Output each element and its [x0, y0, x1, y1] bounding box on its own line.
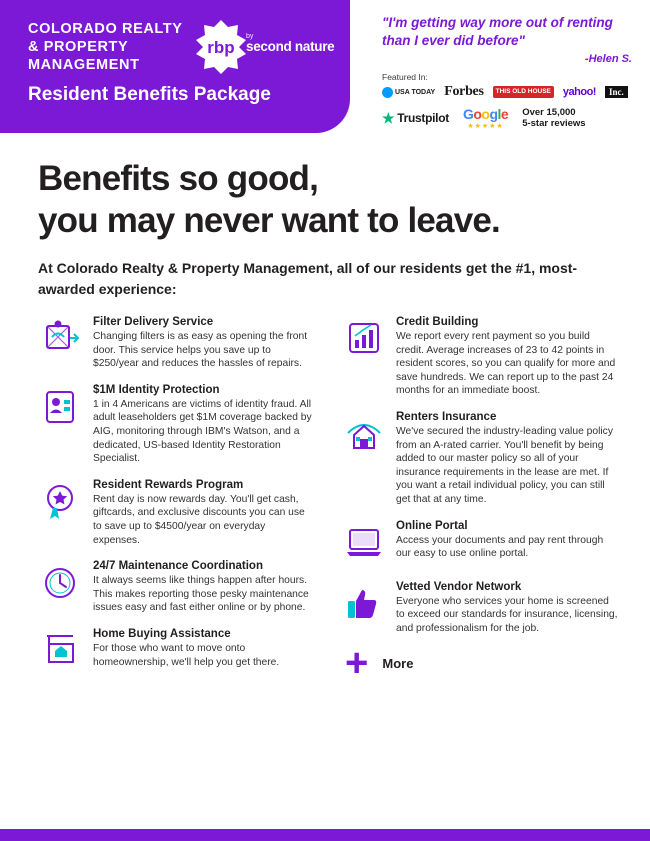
rewards-badge-icon	[38, 479, 84, 527]
benefit-text: 1 in 4 Americans are victims of identity fraud. All adult leaseholders get $1M coverage backed by AIG, monitoring through IBM's Watson, and a dedicated, US-based Identity Restoration Specialist.	[93, 398, 312, 465]
second-nature-name: second nature	[246, 39, 335, 54]
benefit-item	[341, 520, 618, 568]
benefit-text: Everyone who services your home is screened to exceed our standards for insurance, licensing, and professionalism for the job.	[396, 595, 618, 634]
reviews-line-1: Over 15,000	[522, 107, 576, 118]
clock-icon	[38, 560, 84, 608]
trustpilot-star-icon: ★	[382, 109, 395, 126]
company-name-line-3: MANAGEMENT	[28, 57, 140, 73]
benefit-title: 24/7 Maintenance Coordination	[93, 560, 263, 573]
benefit-item	[38, 628, 315, 676]
usa-today-dot-icon	[382, 87, 393, 98]
page-subheadline: At Colorado Realty & Property Management, all of our residents get the #1, most-awarded experience:	[38, 260, 578, 297]
google-logo	[463, 106, 508, 130]
reviews-line-2: 5-star reviews	[522, 118, 586, 129]
home-buying-icon	[38, 628, 84, 676]
benefit-item	[341, 411, 618, 507]
benefit-item	[341, 316, 618, 398]
online-portal-icon	[341, 520, 387, 568]
benefit-title: Filter Delivery Service	[93, 316, 214, 328]
second-nature-by-label: by	[246, 33, 254, 40]
trustpilot-label: Trustpilot	[397, 111, 449, 125]
benefit-title: Renters Insurance	[396, 410, 497, 423]
more-label: More	[382, 655, 414, 671]
package-title: Resident Benefits Package	[28, 84, 271, 105]
headline-line-1: Benefits so good,	[38, 159, 319, 198]
this-old-house-logo: THIS OLD HOUSE	[493, 86, 554, 98]
vetted-vendor-icon	[341, 581, 387, 629]
plus-icon: +	[345, 641, 369, 686]
google-stars-icon: ★★★★★	[467, 123, 504, 130]
more-benefits-row	[345, 641, 618, 686]
headline-line-2: you may never want to leave.	[38, 201, 500, 240]
benefit-item	[38, 384, 315, 466]
filter-delivery-icon	[38, 316, 84, 364]
benefit-body	[93, 628, 315, 676]
benefit-title: Credit Building	[396, 316, 479, 328]
benefit-body	[93, 316, 315, 371]
benefit-title: Online Portal	[396, 519, 468, 532]
renters-insurance-icon	[341, 411, 387, 459]
benefit-body	[396, 581, 618, 636]
benefit-text: It always seems like things happen after hours. This makes reporting those pesky maintenance issues easy and fast either online or by phone.	[93, 575, 309, 614]
usa-today-label: USA TODAY	[395, 88, 436, 96]
google-wordmark: Google	[462, 106, 509, 122]
credit-building-icon	[341, 316, 387, 364]
benefit-body	[396, 520, 618, 568]
trustpilot-logo	[382, 110, 449, 127]
yahoo-logo: yahoo!	[562, 86, 596, 98]
press-logos-row-2	[382, 106, 586, 130]
svg-text:rbp: rbp	[207, 38, 235, 57]
usa-today-logo	[382, 87, 435, 98]
benefits-columns	[38, 316, 618, 689]
company-brand	[28, 20, 218, 74]
benefit-title: Home Buying Assistance	[93, 627, 231, 640]
benefit-title: $1M Identity Protection	[93, 383, 220, 396]
benefit-body	[93, 560, 315, 615]
benefit-text: For those who want to move onto homeownership, we'll help you get there.	[93, 642, 280, 668]
benefit-item	[38, 479, 315, 547]
second-nature-logo	[246, 32, 334, 52]
rbp-logo-icon	[192, 18, 250, 76]
benefit-body	[93, 384, 315, 466]
inc-logo: Inc.	[605, 86, 628, 98]
benefit-item	[38, 560, 315, 615]
benefit-body	[93, 479, 315, 547]
forbes-logo: Forbes	[444, 84, 484, 99]
benefits-column-right	[341, 316, 618, 689]
page-header	[0, 0, 650, 140]
benefit-item	[38, 316, 315, 371]
company-name-line-2: & PROPERTY	[28, 39, 129, 55]
identity-protection-icon	[38, 384, 84, 432]
company-name-line-1: COLORADO REALTY	[28, 21, 183, 37]
page-headline	[38, 158, 650, 242]
testimonial-author: -Helen S.	[584, 53, 632, 65]
benefit-body	[396, 316, 618, 398]
benefit-text: Access your documents and pay rent through our easy to use online portal.	[396, 534, 604, 560]
featured-in-label: Featured In:	[382, 72, 428, 82]
reviews-count	[522, 107, 585, 129]
benefit-title: Resident Rewards Program	[93, 478, 244, 491]
benefits-column-left	[38, 316, 315, 689]
press-logos-row-1	[382, 84, 628, 100]
testimonial-quote: "I'm getting way more out of renting than I ever did before"	[382, 15, 613, 48]
benefit-text: We've secured the industry-leading value policy from an A-rated carrier. You'll benefit by being added to our master policy so all of your insurance requirements in the lease are met. If you want a retail individual policy, you can still get that at any time.	[396, 425, 613, 505]
footer-bar	[0, 829, 650, 841]
testimonial-block	[382, 14, 632, 65]
benefit-body	[396, 411, 618, 507]
benefit-text: Rent day is now rewards day. You'll get cash, giftcards, and exclusive discounts you can use to save up to $4500/year on everyday expenses.	[93, 493, 305, 546]
benefit-text: We report every rent payment so you build credit. Average increases of 23 to 42 points in resident scores, so you can qualify for more and save hundreds. We can report up to the past 24 months for an immediate boost.	[396, 331, 616, 397]
benefit-title: Vetted Vendor Network	[396, 580, 522, 593]
benefit-text: Changing filters is as easy as opening the front door. This service helps you save up to $250/year and reduces the hassles of repairs.	[93, 331, 308, 370]
benefit-item	[341, 581, 618, 636]
